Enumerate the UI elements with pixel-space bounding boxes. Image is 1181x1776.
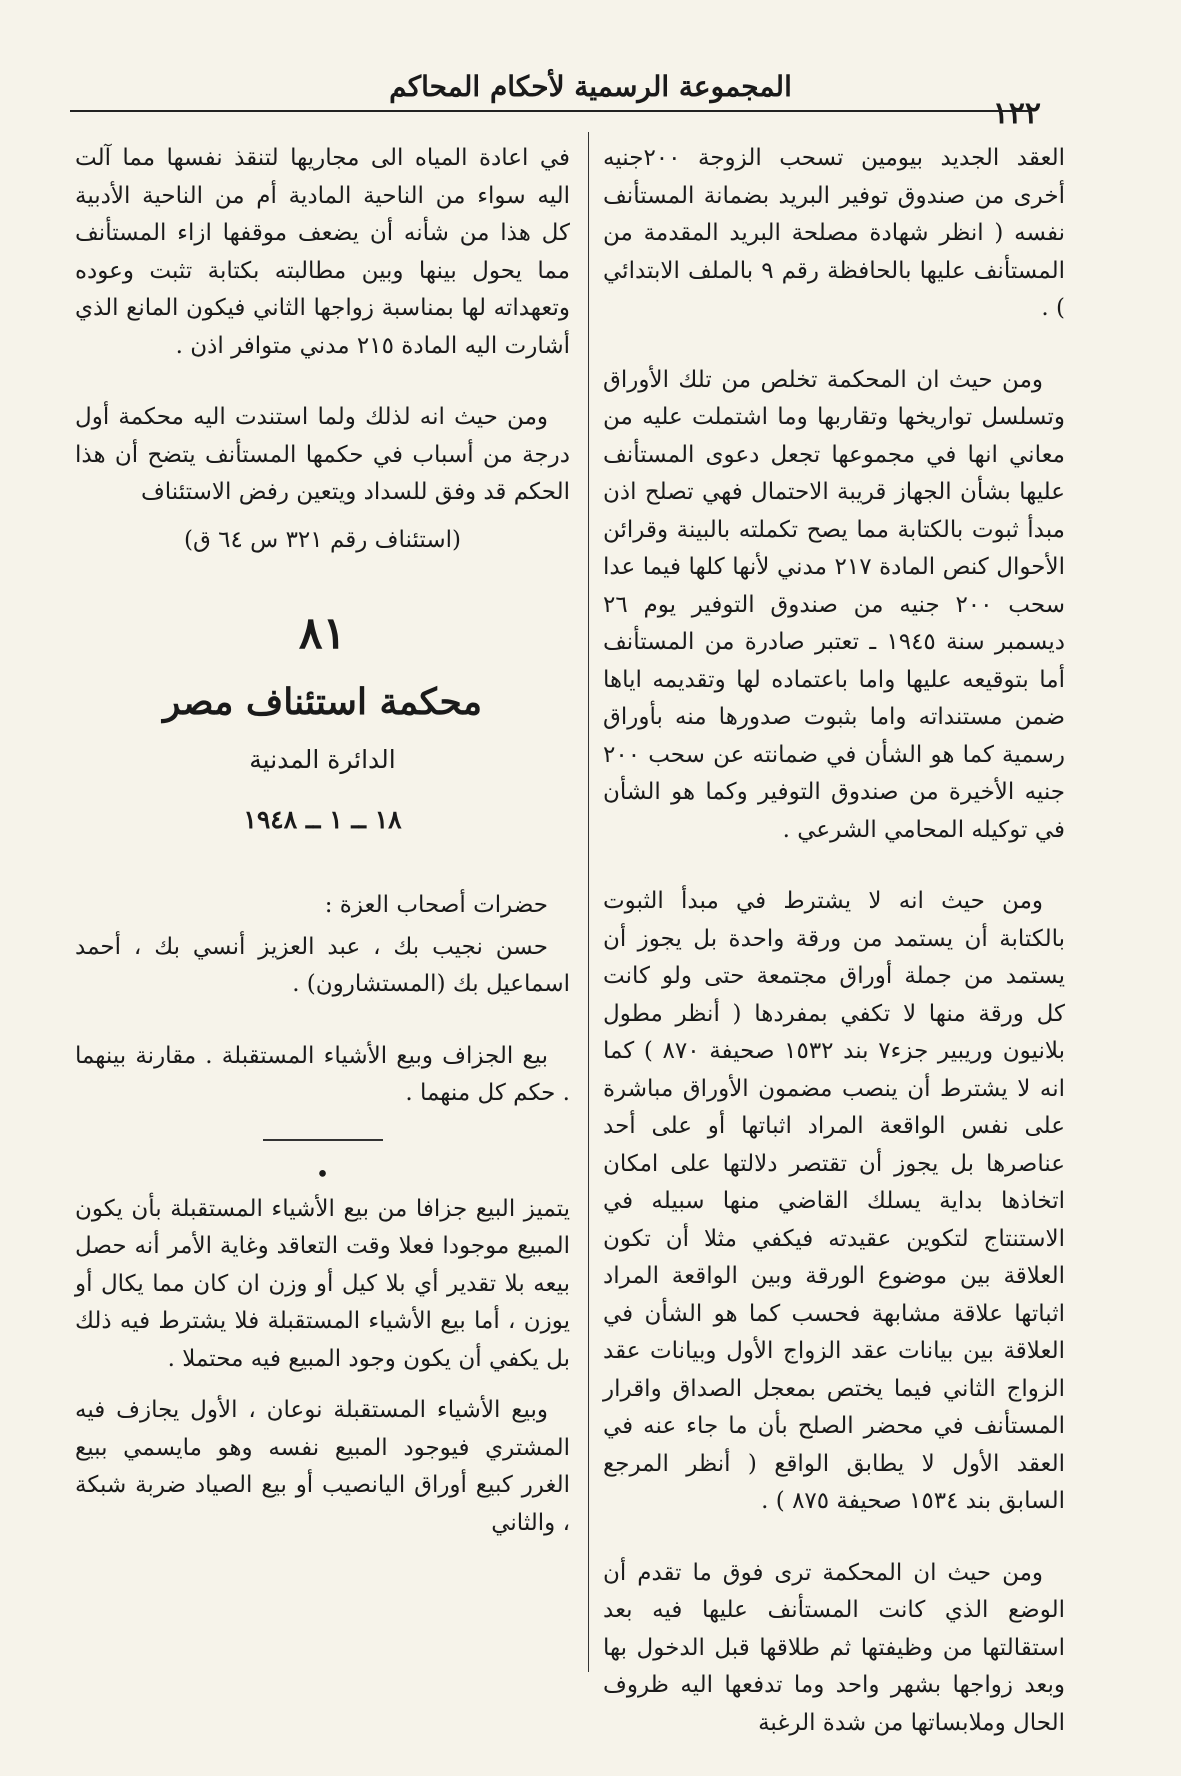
case-subject: بيع الجزاف وبيع الأشياء المستقبلة . مقارنة بينهما . حكم كل منهما . (75, 1042, 570, 1106)
running-header-title: المجموعة الرسمية لأحكام المحاكم (389, 70, 792, 103)
case-number: ٨١ (298, 608, 347, 659)
separator-dot: • (315, 1161, 330, 1188)
appeal-reference: (استئناف رقم ٣٢١ س ٦٤ ق) (184, 526, 461, 553)
right-column (603, 140, 1065, 1776)
body-paragraph: ومن حيث ان المحكمة ترى فوق ما تقدم أن الوضع الذي كانت المستأنف عليها فيه بعد استقالتها من وظيفتها ثم طلاقها قبل الدخول بها وبعد زواجها بشهر واحد وما تدفعها اليه ظروف الحال وملابساتها من شدة الرغبة (603, 1559, 1065, 1736)
body-paragraph: العقد الجديد بيومين تسحب الزوجة ٢٠٠جنيه أخرى من صندوق توفير البريد بضمانة المستأنف نفسه ( انظر شهادة مصلحة البريد المقدمة من المستأنف عليها بالحافظة رقم ٩ بالملف الابتدائي ) . (603, 145, 1065, 321)
court-name: محكمة استئناف مصر (163, 681, 482, 723)
left-column (75, 140, 570, 1576)
body-paragraph: ومن حيث انه لذلك ولما استندت اليه محكمة أول درجة من أسباب في حكمها المستأنف يتضح أن هذا الحكم قد وفق للسداد ويتعين رفض الاستئناف (75, 404, 570, 505)
header-rule (70, 110, 1030, 112)
body-paragraph: ومن حيث انه لا يشترط في مبدأ الثبوت بالكتابة أن يستمد من ورقة واحدة بل يجوز أن يستمد من جملة أوراق مجتمعة حتى ولو كانت كل ورقة منها لا تكفي بمفردها ( أنظر مطول بلانيون وريبير جزء٧ بند ١٥٣٢ صحيفة ٨٧٠ ) كما انه لا يشترط أن ينصب مضمون الأوراق مباشرة على نفس الواقعة المراد اثباتها أو على أحد عناصرها بل يجوز أن تقتصر دلالتها على امكان اتخاذها بداية يسلك القاضي منها سبيله في الاستنتاج لتكوين عقيدته فيكفي مثلا أن تكون العلاقة بين موضوع الورقة وبين الواقعة المراد اثباتها علاقة مشابهة فحسب كما هو الشأن في العلاقة بين بيانات عقد الزواج الأول وبيانات عقد الزواج الثاني فيما يختص بمعجل الصداق واقرار المستأنف في محضر الصلح بأن ما جاء عنه في العقد الأول لا يطابق الواقع ( أنظر المرجع السابق بند ١٥٣٤ صحيفة ٨٧٥ ) . (603, 888, 1065, 1514)
headnote-paragraph: يتميز البيع جزافا من بيع الأشياء المستقبلة بأن يكون المبيع موجودا فعلا وقت التعاقد وغاية الأمر أنه حصل بيعه بلا تقدير أي بلا كيل أو وزن ان كان مما يكال أو يوزن ، أما بيع الأشياء المستقبلة فلا يشترط فيه ذلك بل يكفي أن يكون وجود المبيع فيه محتملا . (75, 1195, 570, 1372)
body-paragraph: ومن حيث ان المحكمة تخلص من تلك الأوراق وتسلسل تواريخها وتقاربها وما اشتملت عليه من معاني انها في مجموعها تجعل دعوى المستأنف عليها بشأن الجهاز قريبة الاحتمال فهي تصلح اذن مبدأ ثبوت بالكتابة مما يصح تكملته بالبينة وقرائن الأحوال كنص المادة ٢١٧ مدني لأنها كلها فيما عدا سحب ٢٠٠ جنيه من صندوق التوفير يوم ٢٦ ديسمبر سنة ١٩٤٥ ـ تعتبر صادرة من المستأنف أما بتوقيعه عليها واما باعتماده لها وتقديمه اياها ضمن مستنداته واما بثبوت صدورها منه بأوراق رسمية كما هو الشأن في ضمانته عن سحب ٢٠٠ جنيه الأخيرة من صندوق التوفير وكما هو الشأن في توكيله المحامي الشرعي . (603, 366, 1065, 843)
section-separator (263, 1139, 383, 1141)
headnote-paragraph: وبيع الأشياء المستقبلة نوعان ، الأول يجازف فيه المشتري فيوجود المبيع نفسه وهو مايسمي ببيع الغرر كبيع أوراق اليانصيب أو بيع الصياد ضربة شبكة ، والثاني (75, 1397, 570, 1536)
court-circuit: الدائرة المدنية (249, 745, 396, 774)
page-number: ١٢٢ (992, 96, 1041, 131)
attendees-heading: حضرات أصحاب العزة : (324, 892, 548, 918)
body-paragraph: في اعادة المياه الى مجاريها لتنقذ نفسها مما آلت اليه سواء من الناحية المادية أم من الناحية الأدبية كل هذا من شأنه أن يضعف موقفها ازاء المستأنف مما يحول بينها وبين مطالبته بكتابة تثبت وعوده وتعهداته لها بمناسبة زواجها الثاني فيكون المانع الذي أشارت اليه المادة ٢١٥ مدني متوافر اذن . (75, 145, 570, 359)
judgment-date: ١٨ ــ ١ ــ ١٩٤٨ (243, 805, 402, 834)
column-divider (588, 132, 589, 1672)
attendees-list: حسن نجيب بك ، عبد العزيز أنسي بك ، أحمد اسماعيل بك (المستشارون) . (75, 933, 570, 997)
